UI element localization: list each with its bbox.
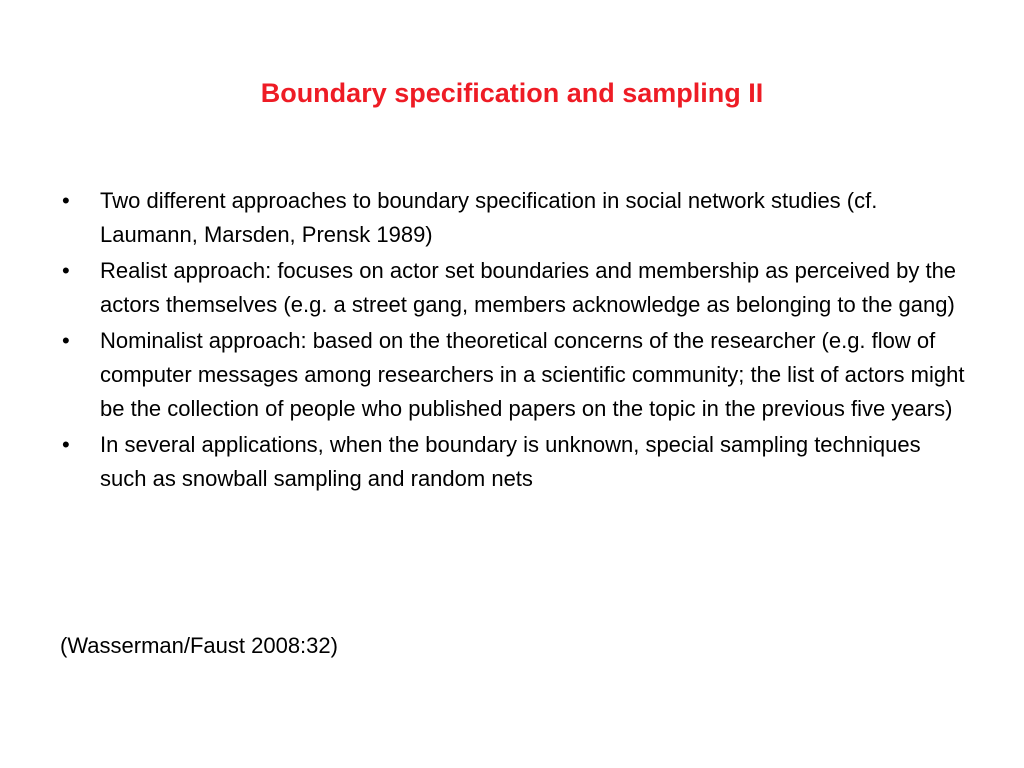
slide-title: Boundary specification and sampling II bbox=[260, 78, 764, 108]
citation: (Wasserman/Faust 2008:32) bbox=[60, 633, 338, 658]
bullet-marker: • bbox=[62, 328, 70, 353]
bullet-text: Two different approaches to boundary specification in social network studies (cf. Laumann, Marsden, Prensk 1989) bbox=[100, 188, 878, 247]
bullet-marker: • bbox=[62, 188, 70, 213]
bullet-item-two-approaches bbox=[58, 184, 968, 252]
bullet-item-nominalist-approach bbox=[58, 324, 968, 426]
bullet-list bbox=[58, 184, 968, 498]
bullet-item-sampling-techniques bbox=[58, 428, 968, 496]
bullet-text: Nominalist approach: based on the theoretical concerns of the researcher (e.g. flow of computer messages among researchers in a scientific community; the list of actors might be the collection of people who published papers on the topic in the previous five years) bbox=[100, 328, 965, 421]
bullet-text: In several applications, when the boundary is unknown, special sampling techniques such as snowball sampling and random nets bbox=[100, 432, 921, 491]
bullet-text: Realist approach: focuses on actor set boundaries and membership as perceived by the actors themselves (e.g. a street gang, members acknowledge as belonging to the gang) bbox=[100, 258, 957, 317]
bullet-item-realist-approach bbox=[58, 254, 968, 322]
bullet-marker: • bbox=[62, 258, 70, 283]
bullet-marker: • bbox=[62, 432, 70, 457]
